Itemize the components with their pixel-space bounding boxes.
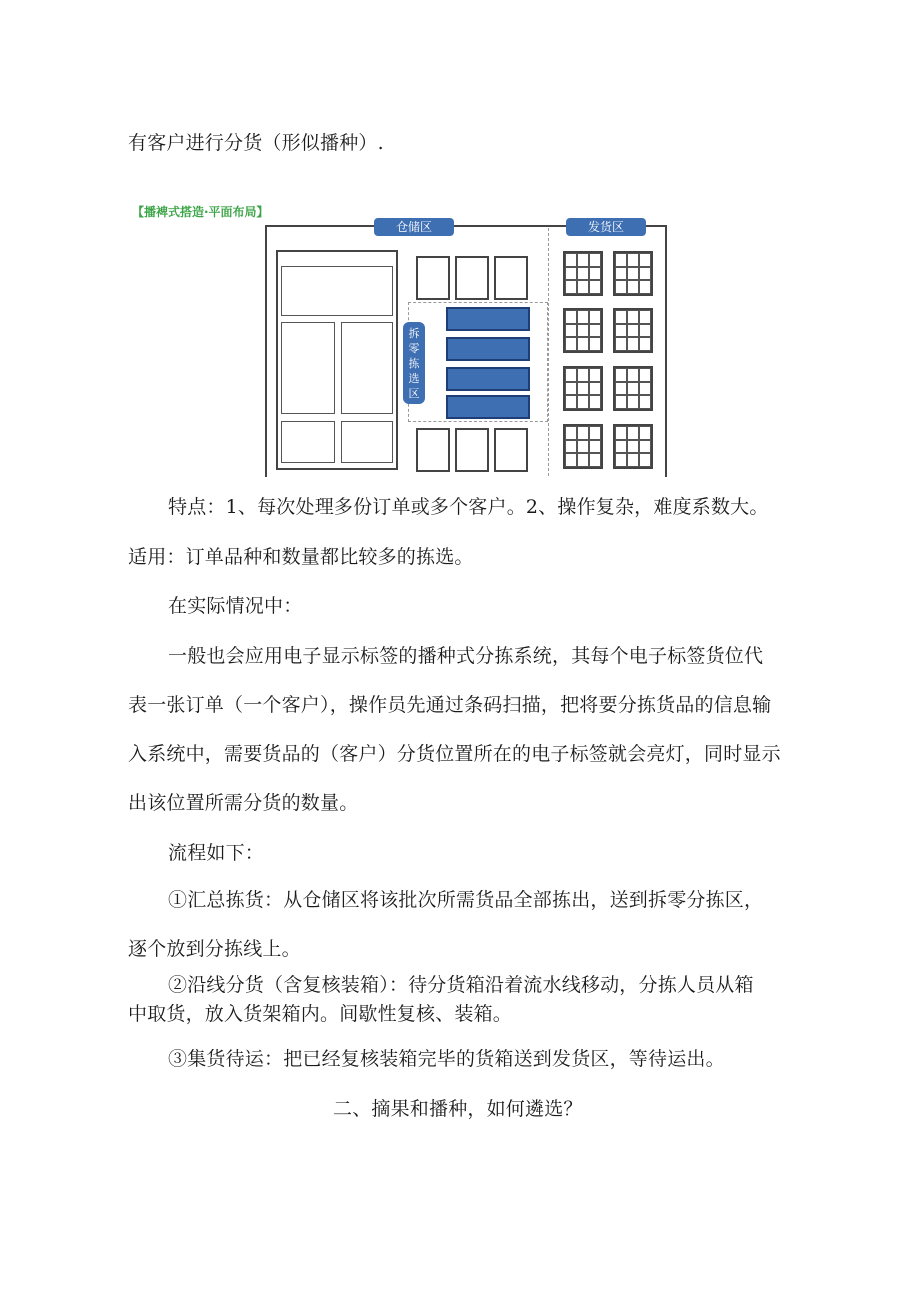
- shipping-rack: [563, 424, 603, 469]
- paragraph-line: 在实际情况中：: [168, 595, 303, 617]
- storage-box: [416, 428, 450, 472]
- paragraph-line: ③集货待运：把已经复核装箱完毕的货箱送到发货区，等待运出。: [168, 1048, 725, 1070]
- paragraph-line: 流程如下：: [168, 842, 265, 864]
- storage-box: [455, 428, 489, 472]
- paragraph-line: 入系统中，需要货品的（客户）分货位置所在的电子标签就会亮灯，同时显示: [128, 743, 781, 765]
- paragraph-line: 一般也会应用电子显示标签的播种式分拣系统，其每个电子标签货位代: [168, 645, 764, 667]
- shipping-rack: [613, 366, 653, 411]
- zone-label-shipping: 发货区: [566, 218, 646, 236]
- sorting-line-bar: [446, 337, 530, 361]
- zone-label-picking: 拆零拣选区: [403, 322, 425, 404]
- storage-rack-mid-left: [281, 322, 335, 414]
- section-heading: 二、摘果和播种，如何遴选？: [333, 1098, 583, 1120]
- paragraph-line: 表一张订单（一个客户），操作员先通过条码扫描，把将要分拣货品的信息输: [128, 694, 772, 716]
- paragraph-line: 特点：1、每次处理多份订单或多个客户。2、操作复杂，难度系数大。: [168, 496, 769, 518]
- storage-rack-top: [281, 266, 393, 316]
- shipping-rack: [563, 308, 603, 353]
- paragraph-line: 有客户进行分货（形似播种）.: [128, 132, 384, 154]
- zone-label-storage: 仓储区: [374, 218, 454, 236]
- sorting-line-bar: [446, 307, 530, 331]
- figure-caption: 【播裨式搭造·平面布局】: [132, 205, 269, 219]
- storage-rack-bottom-left: [281, 421, 335, 463]
- paragraph-line: 出该位置所需分货的数量。: [128, 792, 359, 814]
- sorting-line-bar: [446, 395, 530, 419]
- storage-box: [455, 256, 489, 300]
- storage-box: [416, 256, 450, 300]
- shipping-rack: [613, 251, 653, 296]
- storage-rack-bottom-right: [341, 421, 393, 463]
- paragraph-line: ②沿线分货（含复核装箱）：待分货箱沿着流水线移动，分拣人员从箱: [168, 974, 754, 996]
- paragraph-line: 逐个放到分拣线上。: [128, 938, 301, 960]
- zone-divider: [548, 228, 549, 476]
- shipping-rack: [563, 251, 603, 296]
- storage-rack-mid-right: [341, 322, 393, 414]
- storage-box: [494, 256, 528, 300]
- shipping-rack: [613, 308, 653, 353]
- paragraph-line: 适用：订单品种和数量都比较多的拣选。: [128, 546, 474, 568]
- paragraph-line: 中取货，放入货架箱内。间歇性复核、装箱。: [128, 1003, 513, 1025]
- shipping-rack: [563, 366, 603, 411]
- shipping-rack: [613, 424, 653, 469]
- sorting-line-bar: [446, 367, 530, 391]
- storage-box: [494, 428, 528, 472]
- paragraph-line: ①汇总拣货：从仓储区将该批次所需货品全部拣出，送到拆零分拣区，: [168, 889, 764, 911]
